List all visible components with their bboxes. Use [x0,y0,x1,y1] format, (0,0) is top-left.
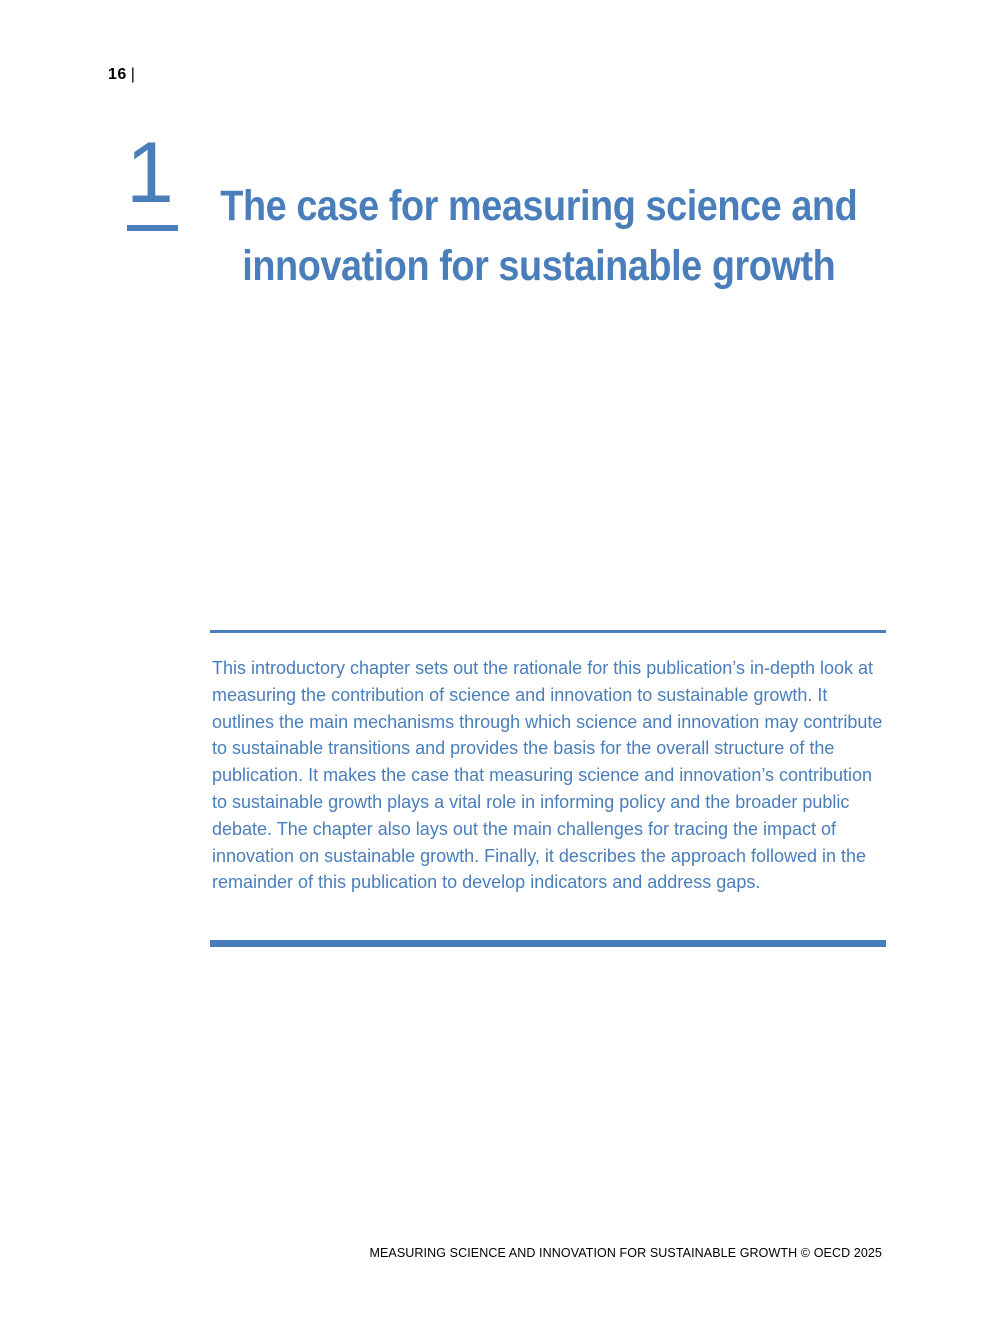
header-separator: | [130,66,136,83]
chapter-number-underline [127,225,178,231]
chapter-title-line1: The case for measuring science and [220,182,858,230]
chapter-title-line2: innovation for sustainable growth [242,242,836,290]
chapter-number: 1 [126,125,174,221]
page-header [108,66,135,84]
abstract-top-rule [210,630,886,633]
page-footer: MEASURING SCIENCE AND INNOVATION FOR SUSTAINABLE GROWTH © OECD 2025 [369,1246,882,1260]
chapter-title [200,176,878,296]
chapter-abstract: This introductory chapter sets out the rationale for this publication’s in-depth look at measuring the contribution of science and innovation to sustainable growth. It outlines the main mechanisms through which science and innovation may contribute to sustainable transitions and provides the basis for the overall structure of the publication. It makes the case that measuring science and innovation’s contribution to sustainable growth plays a vital role in informing policy and the broader public debate. The chapter also lays out the main challenges for tracing the impact of innovation on sustainable growth. Finally, it describes the approach followed in the remainder of this publication to develop indicators and address gaps. [212,658,883,893]
abstract-bottom-rule [210,940,886,947]
page-number: 16 [108,66,127,83]
